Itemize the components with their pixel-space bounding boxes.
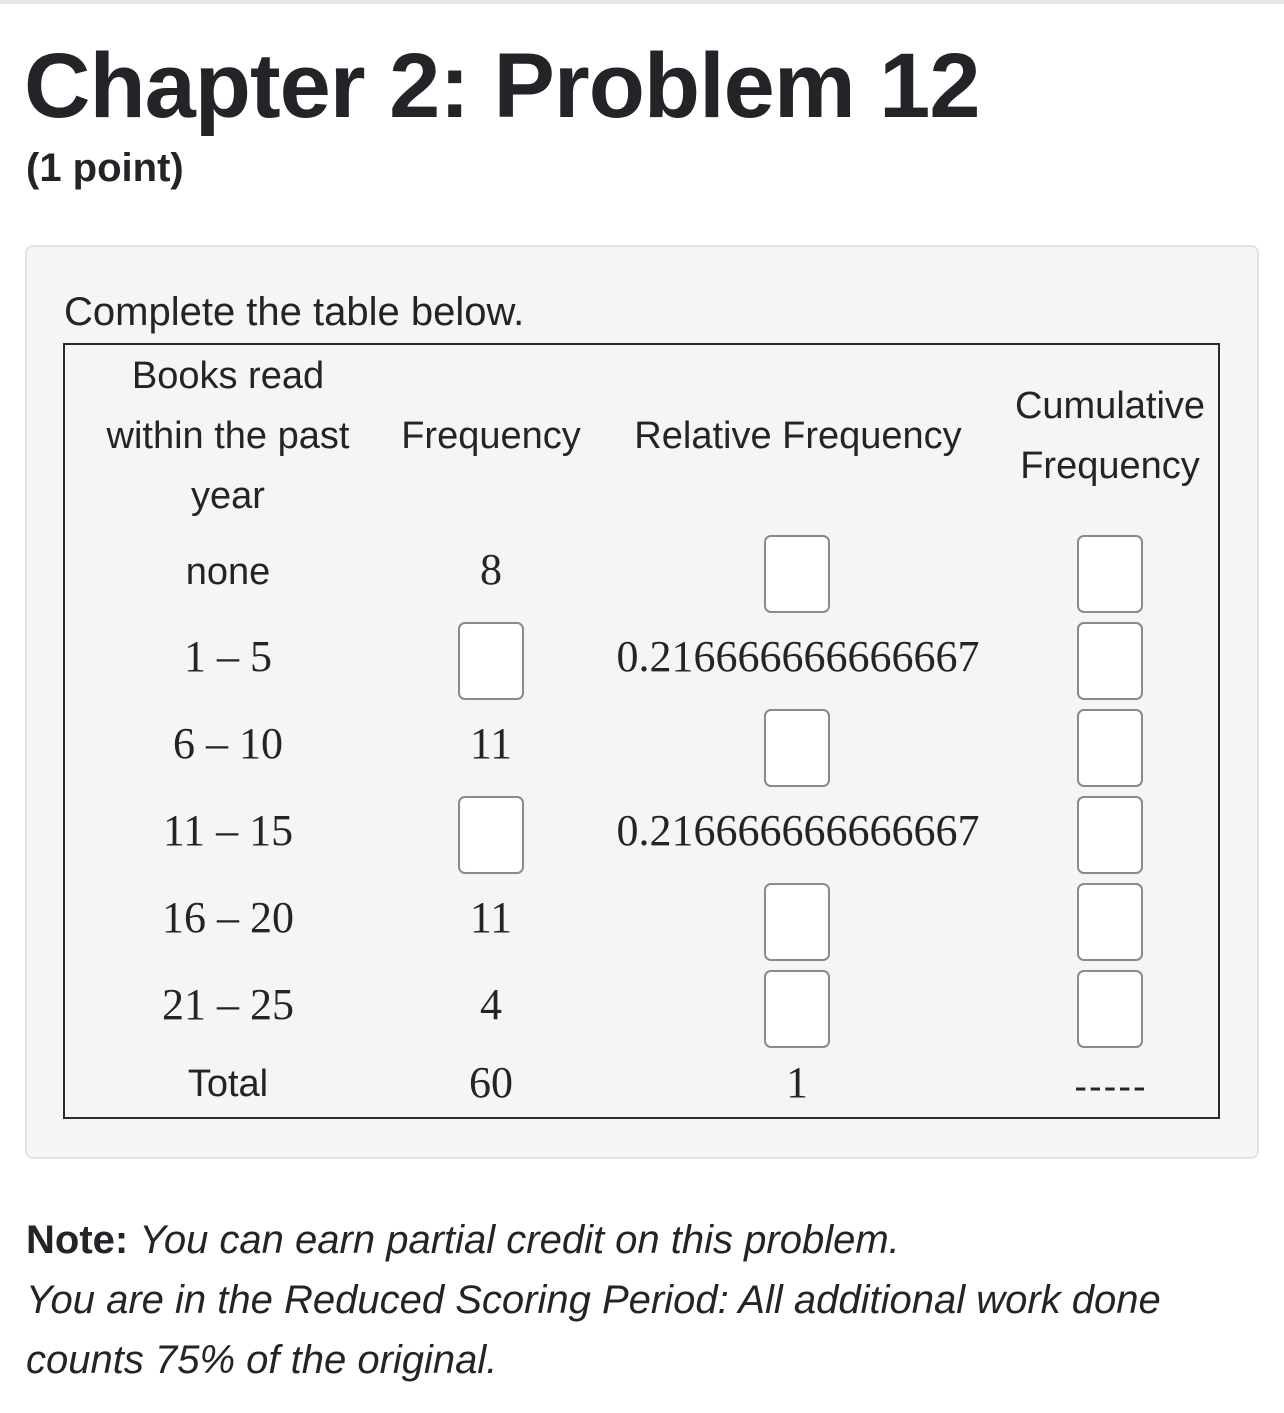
row-6-10-frequency: 11 <box>469 719 513 768</box>
row-6-10-relative-frequency-input[interactable] <box>764 709 830 787</box>
row-none-cumulative-frequency-input[interactable] <box>1077 535 1143 613</box>
row-none-relative-frequency-input[interactable] <box>764 535 830 613</box>
header-relative-frequency: Relative Frequency <box>634 415 962 457</box>
scoring-note <box>26 1210 1266 1390</box>
row-11-15-frequency-input[interactable] <box>458 796 524 874</box>
header-books-line1: Books read <box>131 355 325 397</box>
total-frequency: 60 <box>469 1058 513 1107</box>
header-cumulative-line1: Cumulative <box>1014 385 1206 427</box>
row-1-5-cumulative-frequency-input[interactable] <box>1077 622 1143 700</box>
row-6-10-books: 6 – 10 <box>173 719 283 768</box>
note-label: Note: <box>26 1218 129 1262</box>
page-title: Chapter 2: Problem 12 <box>24 35 980 137</box>
note-reduced-scoring: You are in the Reduced Scoring Period: All additional work done counts 75% of the original. <box>26 1278 1161 1382</box>
top-divider <box>0 0 1284 4</box>
problem-instruction: Complete the table below. <box>64 290 525 334</box>
header-cumulative-frequency <box>998 376 1222 496</box>
points-label: (1 point) <box>26 146 184 190</box>
row-16-20-books: 16 – 20 <box>162 893 294 942</box>
row-6-10-cumulative-frequency-input[interactable] <box>1077 709 1143 787</box>
row-16-20-cumulative-frequency-input[interactable] <box>1077 883 1143 961</box>
row-1-5-relative-frequency: 0.216666666666667 <box>616 632 980 681</box>
row-21-25-cumulative-frequency-input[interactable] <box>1077 970 1143 1048</box>
header-books-line3: year <box>191 475 265 517</box>
header-books-read <box>78 346 378 526</box>
row-16-20-frequency: 11 <box>469 893 513 942</box>
row-1-5-books: 1 – 5 <box>184 632 272 681</box>
row-11-15-books: 11 – 15 <box>162 806 294 855</box>
row-16-20-relative-frequency-input[interactable] <box>764 883 830 961</box>
total-cumulative-frequency: ----- <box>1074 1066 1148 1108</box>
row-1-5-frequency-input[interactable] <box>458 622 524 700</box>
row-21-25-relative-frequency-input[interactable] <box>764 970 830 1048</box>
total-label: Total <box>187 1063 269 1105</box>
row-11-15-cumulative-frequency-input[interactable] <box>1077 796 1143 874</box>
total-relative-frequency: 1 <box>786 1058 808 1107</box>
row-11-15-relative-frequency: 0.216666666666667 <box>616 806 980 855</box>
header-books-line2: within the past <box>106 415 350 457</box>
row-21-25-frequency: 4 <box>480 980 502 1029</box>
note-partial-credit: You can earn partial credit on this problem. <box>139 1218 900 1262</box>
row-21-25-books: 21 – 25 <box>162 980 294 1029</box>
header-cumulative-line2: Frequency <box>1020 445 1200 487</box>
header-frequency: Frequency <box>401 415 581 457</box>
row-none-books: none <box>185 551 271 593</box>
row-none-frequency: 8 <box>480 545 502 594</box>
